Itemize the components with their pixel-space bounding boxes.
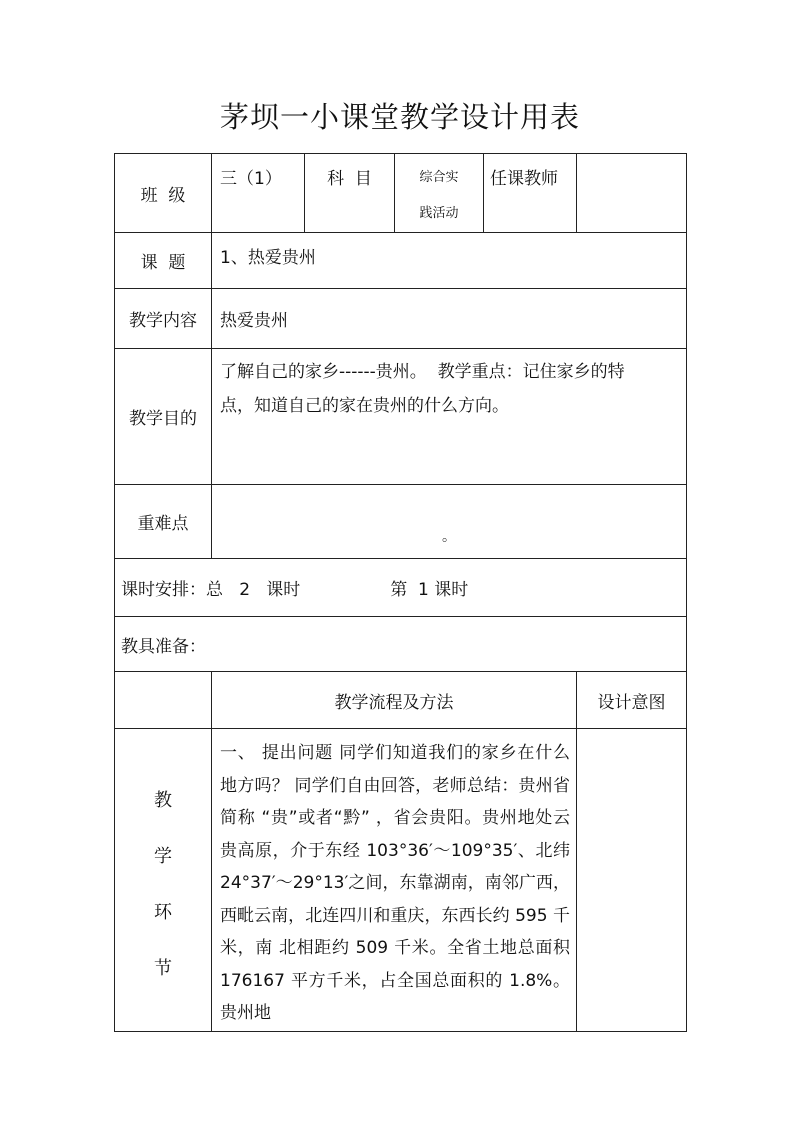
- difficulty-value: [212, 485, 687, 559]
- section-char-3: 环: [154, 902, 172, 923]
- tools-label: 教具准备：: [115, 617, 687, 672]
- objective-line1: 了解自己的家乡------贵州。 教学重点：记住家乡的特: [220, 362, 625, 382]
- difficulty-label: 重难点: [115, 485, 212, 559]
- class-value: 三（1）: [212, 154, 305, 233]
- section-char-1: 教: [154, 790, 172, 811]
- lesson-design-table: [114, 153, 687, 1032]
- objective-label: 教学目的: [115, 349, 212, 485]
- subject-value: [395, 154, 484, 233]
- topic-label: 课 题: [115, 233, 212, 289]
- page-title: 茅坝一小课堂教学设计用表: [219, 100, 580, 134]
- objective-value: [212, 349, 687, 485]
- teacher-label: 任课教师: [484, 154, 577, 233]
- section-label: [115, 729, 212, 1032]
- objective-line2: 点，知道自己的家在贵州的什么方向。: [220, 396, 509, 416]
- process-header-blank: [115, 672, 212, 729]
- teacher-value: [577, 154, 687, 233]
- schedule-row: [115, 559, 687, 617]
- process-intent: [577, 729, 687, 1032]
- section-char-4: 节: [154, 958, 172, 979]
- subject-value-line1: 综合实: [419, 170, 459, 185]
- content-value: 热爱贵州: [212, 289, 687, 349]
- content-label: 教学内容: [115, 289, 212, 349]
- process-intent-header: 设计意图: [577, 672, 687, 729]
- process-text: [212, 729, 577, 1032]
- section-char-2: 学: [154, 846, 172, 867]
- subject-label: 科 目: [305, 154, 395, 233]
- schedule-current: 第 1 课时: [390, 580, 469, 600]
- schedule-total: 课时安排：总 2 课时: [121, 580, 301, 600]
- class-label: 班 级: [115, 154, 212, 233]
- subject-value-line2: 践活动: [419, 206, 459, 221]
- topic-value: 1、热爱贵州: [212, 233, 687, 289]
- process-method-header: 教学流程及方法: [212, 672, 577, 729]
- difficulty-mark: 。: [442, 528, 456, 545]
- process-text-body: 一、 提出问题 同学们知道我们的家乡在什么地方吗？ 同学们自由回答，老师总结：贵州省简称 “贵”或者“黔” ，省会贵阳。贵州地处云贵高原，介于东经 103°36′～109°35′、北纬 24°37′～29°13′之间，东靠湖南，南邻广西，西毗云南，北连四川和重庆，东西长约 595 千米，南 北相距约 509 千米。全省土地总面积 176167 平方千米，占全国总面积的 1.8%。 贵州地: [220, 743, 571, 1023]
